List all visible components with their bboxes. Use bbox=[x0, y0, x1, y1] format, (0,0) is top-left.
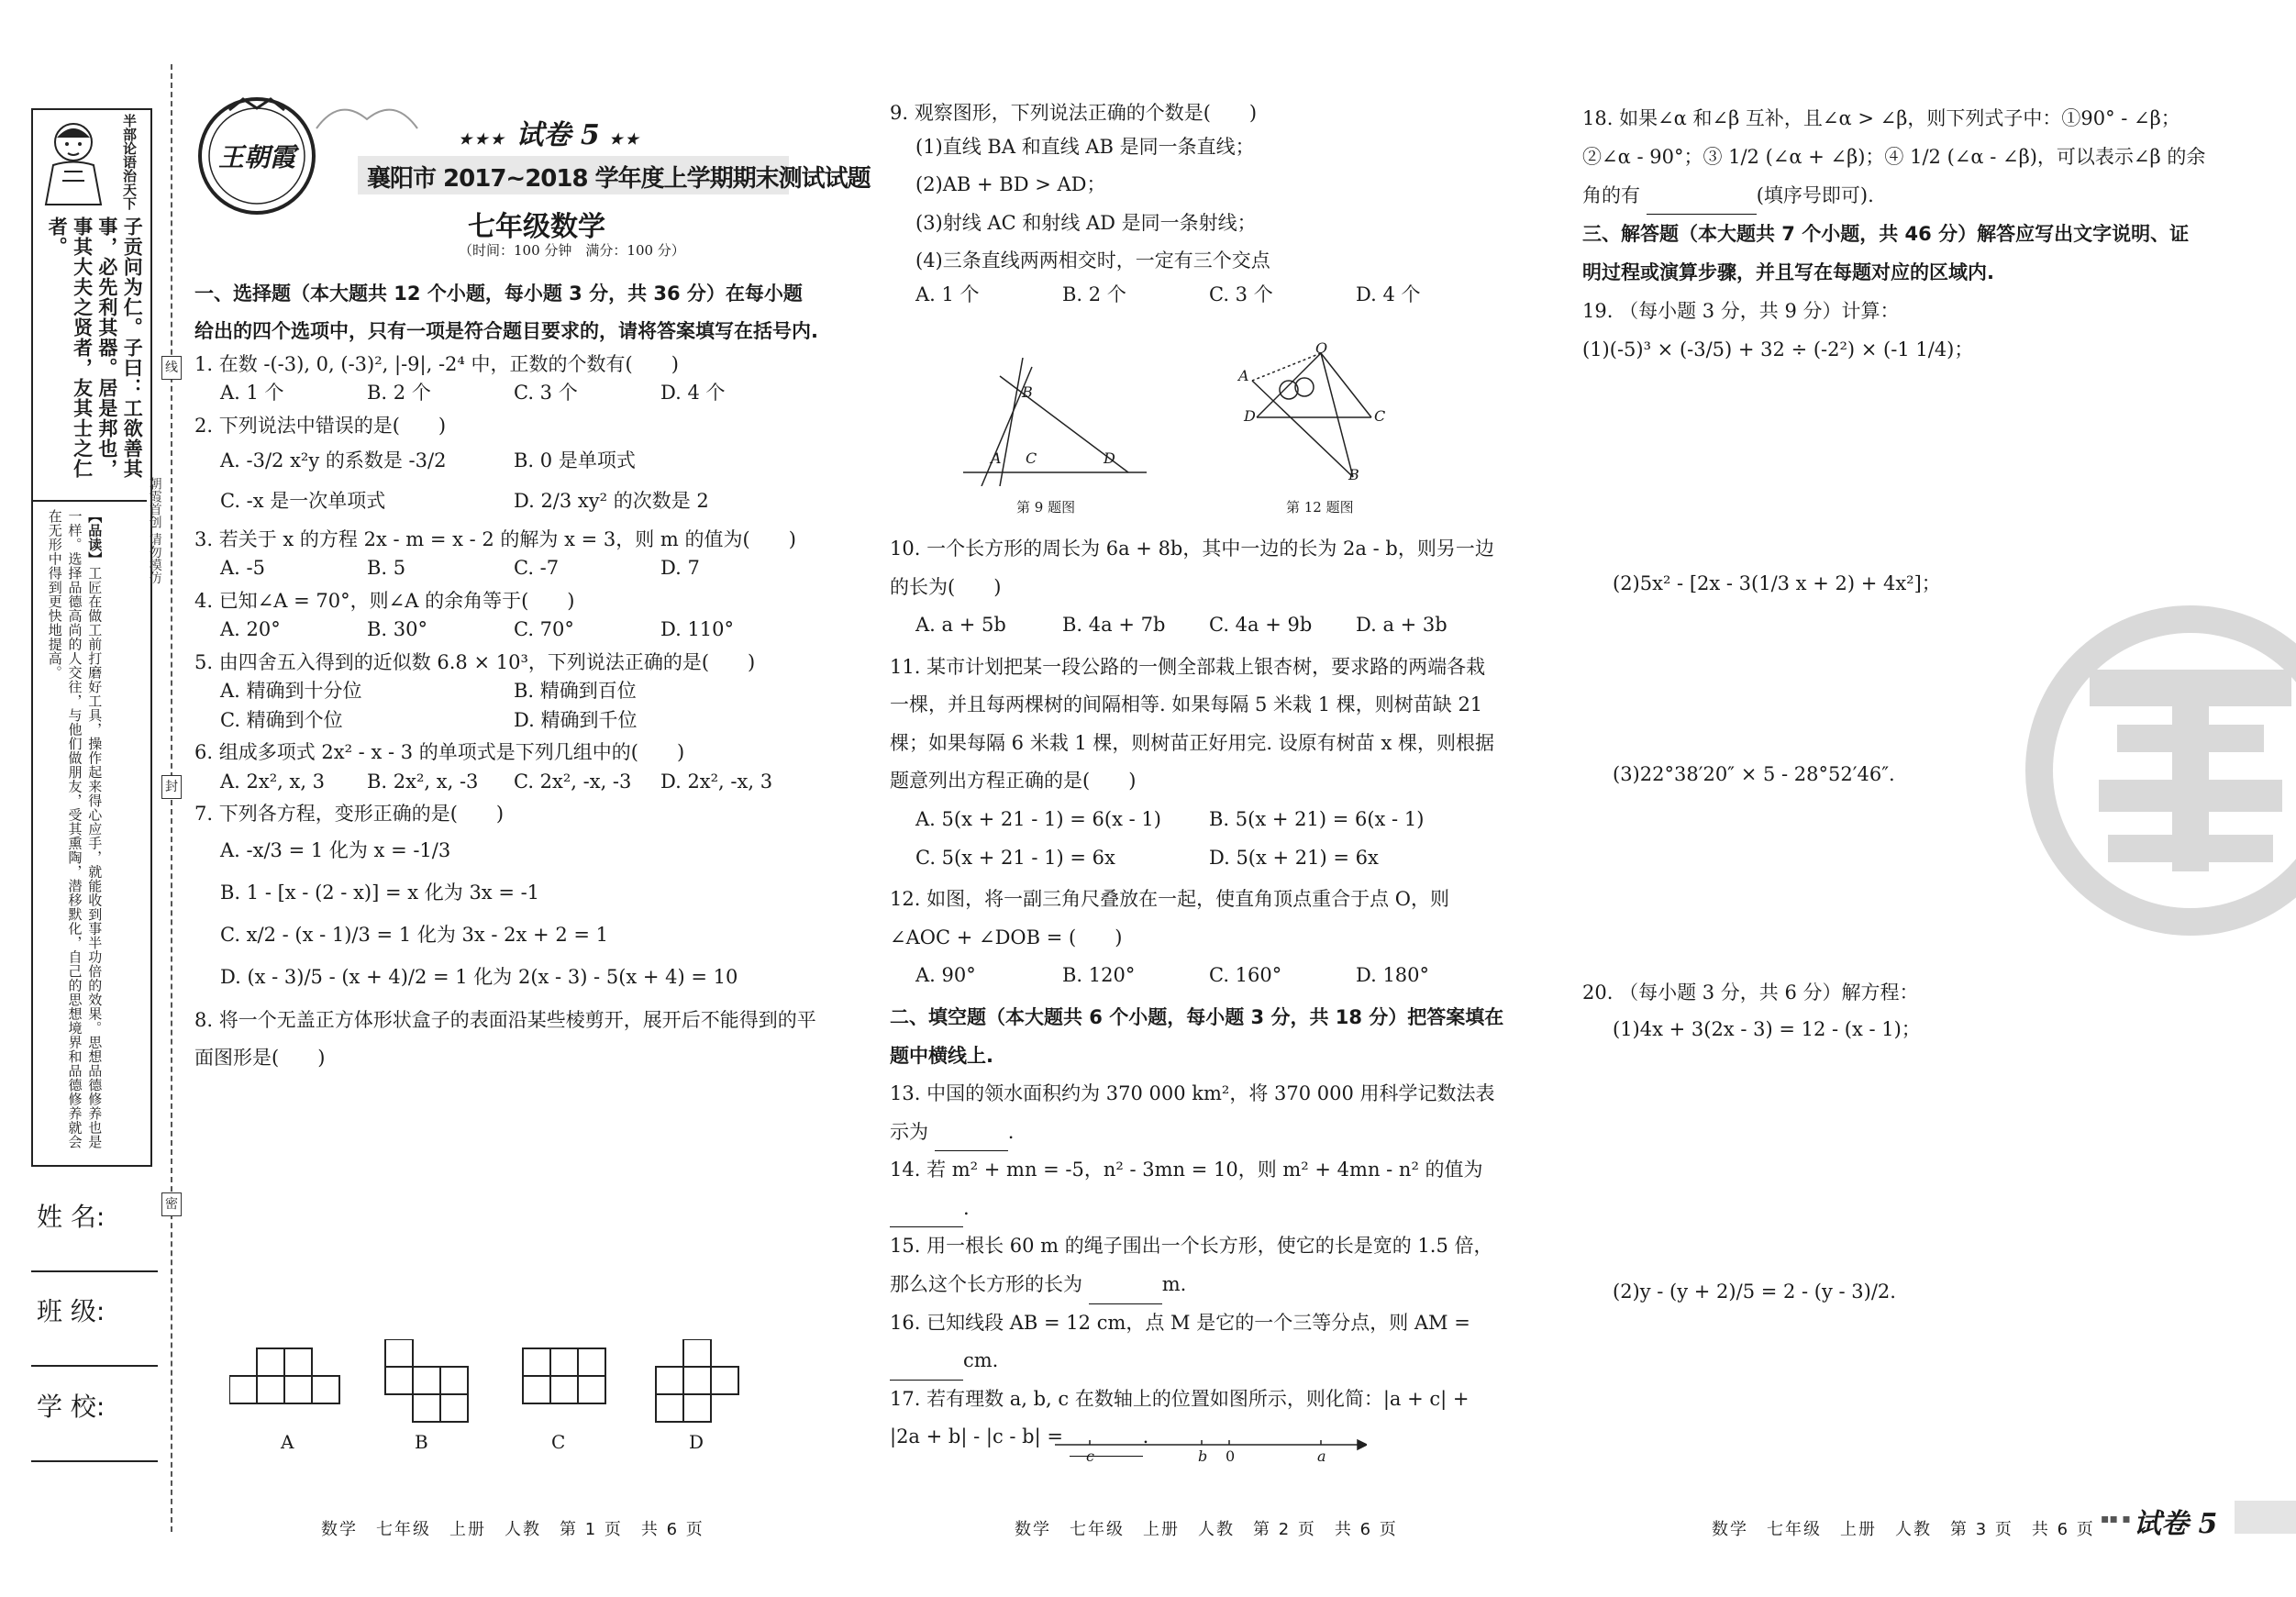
fig9-label: A bbox=[991, 449, 1002, 467]
q5-options bbox=[194, 677, 818, 735]
q1-options bbox=[194, 379, 818, 408]
q15-text: 15. 用一根长 60 m 的绳子围出一个长方形，使它的长是宽的 1.5 倍，那么这个长方形的长为 bbox=[890, 1235, 1493, 1295]
fig12-label: O bbox=[1315, 339, 1328, 357]
q5-option[interactable]: B. 精确到百位 bbox=[514, 680, 637, 703]
q2-option[interactable]: D. 2/3 xy² 的次数是 2 bbox=[514, 490, 709, 513]
q2: 2. 下列说法中错误的是( ) bbox=[194, 414, 447, 437]
q7-option[interactable]: D. (x - 3)/5 - (x + 4)/2 = 1 化为 2(x - 3) - 5(x + 4) = 10 bbox=[220, 966, 738, 989]
seal-watermark bbox=[2007, 596, 2296, 948]
q18-answer-blank[interactable] bbox=[1647, 195, 1757, 215]
q2-option[interactable]: C. -x 是一次单项式 bbox=[220, 490, 386, 513]
q14: 14. 若 m² + mn = -5，n² - 3mn = 10，则 m² + 4mn - n² 的值为 . bbox=[890, 1151, 1504, 1227]
seal-mark-2: 封 bbox=[161, 775, 182, 799]
q9-statement: (4)三条直线两两相交时，一定有三个交点 bbox=[915, 250, 1270, 272]
q1-option[interactable]: B. 2 个 bbox=[367, 382, 431, 405]
reading-text bbox=[44, 509, 104, 1151]
q20: 20. （每小题 3 分，共 6 分）解方程： bbox=[1582, 981, 1919, 1004]
q4-option[interactable]: D. 110° bbox=[660, 618, 735, 641]
q4-option[interactable]: C. 70° bbox=[514, 618, 574, 641]
fig9-label: D bbox=[1104, 449, 1115, 467]
q6-option[interactable]: A. 2x², x, 3 bbox=[220, 770, 326, 793]
q6-option[interactable]: C. 2x², -x, -3 bbox=[514, 770, 632, 793]
q18-text: 18. 如果∠α 和∠β 互补，且∠α > ∠β，则下列式子中：①90° - ∠β；②∠α - 90°；③ 1/2 (∠α + ∠β)；④ 1/2 (∠α - ∠β)，可以表示∠β 的余角的有 bbox=[1582, 107, 2206, 206]
fig9-label: C bbox=[1026, 449, 1037, 467]
q17-text: 17. 若有理数 a, b, c 在数轴上的位置如图所示，则化简：|a + c| + |2a + b| - |c - b| = bbox=[890, 1387, 1470, 1448]
q3-option[interactable]: A. -5 bbox=[220, 557, 265, 580]
q11: 11. 某市计划把某一段公路的一侧全部栽上银杏树，要求路的两端各栽一棵，并且每两棵树的间隔相等. 如果每隔 5 米栽 1 棵，则树苗缺 21 棵；如果每隔 6 米栽 1 棵，则树苗正好用完. 设原有树苗 x 棵，则根据题意列出方程正确的是( ) bbox=[890, 655, 1494, 793]
stars-left-icon: ★★★ bbox=[459, 130, 507, 148]
q12-option[interactable]: B. 120° bbox=[1062, 964, 1136, 987]
sage-portrait-icon bbox=[37, 115, 110, 210]
q12: 12. 如图，将一副三角尺叠放在一起，使直角顶点重合于点 O，则∠AOC + ∠DOB = ( ) bbox=[890, 888, 1449, 948]
q9-statement: (1)直线 BA 和直线 AB 是同一条直线； bbox=[915, 135, 1255, 158]
q3-option[interactable]: B. 5 bbox=[367, 557, 406, 580]
q5-option[interactable]: D. 精确到千位 bbox=[514, 708, 638, 731]
q10-option[interactable]: C. 4a + 9b bbox=[1209, 614, 1313, 637]
q20-part1: (1)4x + 3(2x - 3) = 12 - (x - 1)； bbox=[1613, 1018, 1921, 1040]
page-footer-2: 数学 七年级 上册 人教 第 2 页 共 6 页 bbox=[1015, 1520, 1398, 1539]
q12-option[interactable]: C. 160° bbox=[1209, 964, 1282, 987]
class-field[interactable] bbox=[31, 1365, 158, 1367]
q9-option[interactable]: D. 4 个 bbox=[1356, 283, 1421, 305]
q9-statement: (3)射线 AC 和射线 AD 是同一条射线； bbox=[915, 211, 1257, 234]
q11-option[interactable]: A. 5(x + 21 - 1) = 6(x - 1) bbox=[915, 808, 1161, 831]
q6-option[interactable]: B. 2x², x, -3 bbox=[367, 770, 479, 793]
q8: 8. 将一个无盖正方体形状盒子的表面沿某些棱剪开，展开后不能得到的平面图形是( ) bbox=[194, 1009, 816, 1070]
fig9-diagram bbox=[963, 358, 1147, 490]
q8-label-c[interactable]: C bbox=[551, 1431, 566, 1453]
q18 bbox=[1582, 99, 2206, 215]
q7-options bbox=[194, 829, 818, 999]
motto-title: 半部论语治天下 bbox=[121, 114, 138, 210]
q11-option[interactable]: B. 5(x + 21) = 6(x - 1) bbox=[1209, 808, 1425, 831]
q11-options bbox=[890, 801, 1504, 877]
q10-options bbox=[890, 606, 1504, 645]
q10-option[interactable]: D. a + 3b bbox=[1356, 614, 1447, 637]
q4: 4. 已知∠A = 70°，则∠A 的余角等于( ) bbox=[194, 589, 575, 612]
column-2-lower bbox=[890, 530, 1504, 1457]
q10-option[interactable]: B. 4a + 7b bbox=[1062, 614, 1166, 637]
q7-option[interactable]: A. -x/3 = 1 化为 x = -1/3 bbox=[220, 838, 451, 861]
q15-unit: m. bbox=[1161, 1272, 1187, 1295]
q13-text: 13. 中国的领水面积约为 370 000 km²，将 370 000 用科学记数法表示为 bbox=[890, 1082, 1495, 1143]
q8-label-d[interactable]: D bbox=[689, 1431, 704, 1453]
q3: 3. 若关于 x 的方程 2x - m = x - 2 的解为 x = 3，则 m 的值为( ) bbox=[194, 527, 796, 550]
q14-answer-blank[interactable] bbox=[890, 1208, 963, 1227]
column-3 bbox=[1582, 99, 2206, 369]
q19: 19. （每小题 3 分，共 9 分）计算： bbox=[1582, 300, 1900, 322]
q13-answer-blank[interactable] bbox=[935, 1132, 1008, 1151]
q4-option[interactable]: B. 30° bbox=[367, 618, 428, 641]
corner-tag-dots: ▪▪ ▪ bbox=[2101, 1512, 2131, 1526]
q12-options bbox=[890, 957, 1504, 995]
q7-option[interactable]: C. x/2 - (x - 1)/3 = 1 化为 3x - 2x + 2 = 1 bbox=[220, 923, 608, 946]
q14-text: 14. 若 m² + mn = -5，n² - 3mn = 10，则 m² + 4mn - n² 的值为 bbox=[890, 1159, 1483, 1181]
q9-option[interactable]: C. 3 个 bbox=[1209, 283, 1273, 305]
q8-label-a[interactable]: A bbox=[281, 1431, 294, 1453]
q9-options bbox=[890, 281, 1504, 310]
numline-label: 0 bbox=[1226, 1447, 1236, 1465]
q16-answer-blank[interactable] bbox=[890, 1361, 963, 1381]
q20-part2: (2)y - (y + 2)/5 = 2 - (y - 3)/2. bbox=[1613, 1281, 1896, 1303]
q7-option[interactable]: B. 1 - [x - (2 - x)] = x 化为 3x = -1 bbox=[220, 881, 540, 904]
q9-option[interactable]: A. 1 个 bbox=[915, 283, 980, 305]
side-note: 朝霞首创 请勿模仿 bbox=[147, 477, 162, 584]
q18-hint: (填序号即可). bbox=[1756, 184, 1874, 206]
class-label: 班 级: bbox=[37, 1296, 105, 1326]
q3-options bbox=[194, 554, 818, 583]
column-2 bbox=[890, 99, 1504, 313]
q10: 10. 一个长方形的周长为 6a + 8b，其中一边的长为 2a - b，则另一边的长为( ) bbox=[890, 538, 1494, 598]
numline-label: c bbox=[1086, 1447, 1094, 1465]
q9-statements bbox=[890, 128, 1504, 281]
q16-unit: cm. bbox=[963, 1349, 999, 1372]
page-footer-3: 数学 七年级 上册 人教 第 3 页 共 6 页 bbox=[1712, 1520, 2095, 1539]
subject-title: 七年级数学 bbox=[468, 211, 605, 243]
q2-options bbox=[194, 440, 818, 521]
q10-option[interactable]: A. a + 5b bbox=[915, 614, 1006, 637]
q5-option[interactable]: A. 精确到十分位 bbox=[220, 680, 362, 703]
seal-mark-3: 密 bbox=[161, 1192, 182, 1216]
q3-option[interactable]: D. 7 bbox=[660, 557, 700, 580]
q19-part2: (2)5x² - [2x - 3(1/3 x + 2) + 4x²]； bbox=[1613, 572, 1941, 594]
ribbon-icon bbox=[312, 92, 422, 160]
fig12-label: B bbox=[1348, 466, 1359, 483]
paper-no-text: 试卷 5 bbox=[516, 119, 600, 151]
q8-nets bbox=[229, 1339, 743, 1444]
q15 bbox=[890, 1227, 1504, 1303]
q3-option[interactable]: C. -7 bbox=[514, 557, 560, 580]
numline-label: b bbox=[1198, 1447, 1208, 1465]
school-label: 学 校: bbox=[37, 1392, 105, 1422]
school-field[interactable] bbox=[31, 1460, 158, 1462]
exam-title: 襄阳市 2017~2018 学年度上学期期末测试试题 bbox=[367, 165, 871, 193]
q15-answer-blank[interactable] bbox=[1089, 1285, 1162, 1304]
q19-part3: (3)22°38′20″ × 5 - 28°52′46″. bbox=[1613, 763, 1895, 785]
section-2-heading: 二、填空题（本大题共 6 个小题，每小题 3 分，共 18 分）把答案填在题中横线上. bbox=[890, 1005, 1504, 1067]
q9: 9. 观察图形，下列说法正确的个数是( ) bbox=[890, 102, 1258, 124]
q17: 17. 若有理数 a, b, c 在数轴上的位置如图所示，则化简：|a + c| + |2a + b| - |c - b| = . bbox=[890, 1381, 1504, 1457]
q12-option[interactable]: A. 90° bbox=[915, 964, 976, 987]
page-footer-1: 数学 七年级 上册 人教 第 1 页 共 6 页 bbox=[321, 1520, 704, 1539]
q6: 6. 组成多项式 2x² - x - 3 的单项式是下列几组中的( ) bbox=[194, 741, 685, 764]
q13: 13. 中国的领水面积约为 370 000 km²，将 370 000 用科学记数法表示为 . bbox=[890, 1075, 1504, 1151]
q4-option[interactable]: A. 20° bbox=[220, 618, 281, 641]
stars-right-icon: ★★ bbox=[609, 130, 641, 148]
q9-statement: (2)AB + BD > AD； bbox=[915, 173, 1106, 196]
q1: 1. 在数 -(-3), 0, (-3)², |-9|, -2⁴ 中，正数的个数有( ) bbox=[194, 352, 679, 375]
reading-label: 【品读】 bbox=[86, 509, 104, 566]
q6-options bbox=[194, 768, 818, 797]
section-3-heading: 三、解答题（本大题共 7 个小题，共 46 分）解答应写出文字说明、证明过程或演算步骤，并且写在每题对应的区域内. bbox=[1582, 223, 2190, 283]
reading-body: 工匠在做工前打磨好工具，操作起来得心应手，就能收到事半功倍的效果。思想品德修养也是一样。选择品德高尚的人交往，与他们做朋友，受其熏陶，潜移默化，自己的思想境界和品德修养就会在无形中得到更快地提高。 bbox=[46, 509, 104, 1149]
q2-option[interactable]: B. 0 是单项式 bbox=[514, 449, 636, 472]
q9-option[interactable]: B. 2 个 bbox=[1062, 283, 1126, 305]
paper-number bbox=[459, 112, 641, 152]
seal-mark-1: 线 bbox=[161, 356, 182, 380]
name-label: 姓 名: bbox=[37, 1202, 105, 1232]
q16-text: 16. 已知线段 AB = 12 cm，点 M 是它的一个三等分点，则 AM = bbox=[890, 1311, 1470, 1334]
q1-option[interactable]: D. 4 个 bbox=[660, 382, 726, 405]
fig12-label: D bbox=[1244, 407, 1256, 425]
column-1 bbox=[194, 275, 818, 1077]
q11-option[interactable]: C. 5(x + 21 - 1) = 6x bbox=[915, 846, 1115, 869]
numline-label: a bbox=[1317, 1447, 1326, 1465]
logo-text: 王朝霞 bbox=[217, 142, 295, 172]
q16 bbox=[890, 1304, 1504, 1381]
q5-option[interactable]: C. 精确到个位 bbox=[220, 708, 343, 731]
q11-option[interactable]: D. 5(x + 21) = 6x bbox=[1209, 846, 1379, 869]
corner-tag: 试卷 5 bbox=[2134, 1508, 2218, 1540]
exam-meta: （时间：100 分钟 满分：100 分） bbox=[459, 242, 685, 259]
fig12-label: A bbox=[1238, 367, 1249, 384]
q12-option[interactable]: D. 180° bbox=[1356, 964, 1430, 987]
fig9-caption: 第 9 题图 bbox=[1016, 499, 1076, 516]
q19-part1: (1)(-5)³ × (-3/5) + 32 ÷ (-2²) × (-1 1/4)； bbox=[1582, 338, 1974, 360]
q1-option[interactable]: A. 1 个 bbox=[220, 382, 284, 405]
q5: 5. 由四舍五入得到的近似数 6.8 × 10³，下列说法正确的是( ) bbox=[194, 650, 756, 673]
fig9-label: B bbox=[1022, 383, 1033, 401]
name-field[interactable] bbox=[31, 1270, 158, 1272]
corner-tag-bar bbox=[2235, 1501, 2296, 1534]
q4-options bbox=[194, 616, 818, 645]
section-1-heading: 一、选择题（本大题共 12 个小题，每小题 3 分，共 36 分）在每小题给出的四个选项中，只有一项是符合题目要求的，请将答案填写在括号内. bbox=[194, 283, 818, 342]
q7: 7. 下列各方程，变形正确的是( ) bbox=[194, 803, 505, 826]
fig12-caption: 第 12 题图 bbox=[1286, 499, 1354, 516]
fig12-label: C bbox=[1374, 407, 1386, 425]
q6-option[interactable]: D. 2x², -x, 3 bbox=[660, 770, 773, 793]
sidebar-divider bbox=[33, 500, 147, 502]
q1-option[interactable]: C. 3 个 bbox=[514, 382, 578, 405]
q2-option[interactable]: A. -3/2 x²y 的系数是 -3/2 bbox=[220, 449, 447, 472]
q8-label-b[interactable]: B bbox=[415, 1431, 428, 1453]
motto-text: 子贡问为仁。子曰：工欲善其事，必先利其器。居是邦也，事其大夫之贤者，友其士之仁者。 bbox=[46, 216, 144, 479]
